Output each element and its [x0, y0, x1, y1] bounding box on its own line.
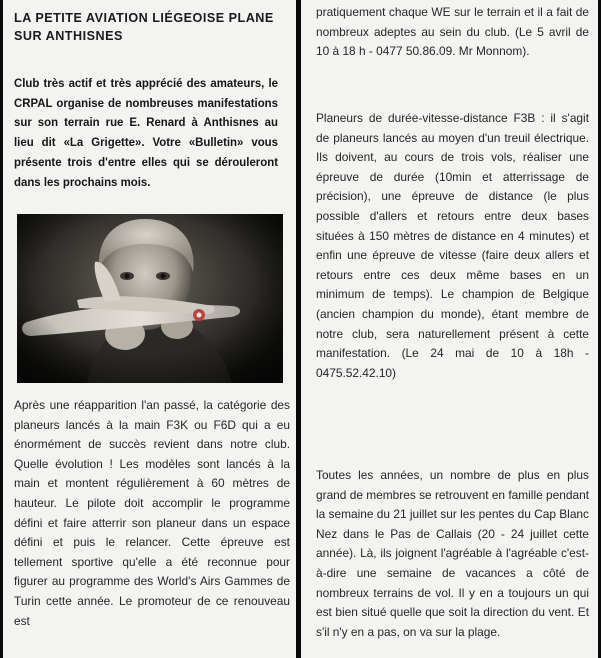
article-title: LA PETITE AVIATION LIÉGEOISE PLANE SUR ANTHISNES	[14, 11, 274, 43]
left-page	[3, 0, 296, 658]
article-lead: Club très actif et très apprécié des amateurs, le CRPAL organise de nombreuses manifestations sur son terrain rue E. Renard à Anthisnes au lieu dit «La Grigette». Votre «Bulletin» vous présente trois d'entre elles qui se dérouleront dans les prochains mois.	[14, 76, 278, 189]
f3k-paragraph: Après une réapparition l'an passé, la catégorie des planeurs lancés à la main F3K ou F6D qui a eu énormément de succès revient dans notre club. Quelle évolution ! Les modèles sont lancés à la main et montent régulièrement à 60 mètres de hauteur. Le pilote doit accomplir le programme défini et faire atterrir son planeur dans un espace défini et puis le relancer. Cette épreuve est tellement sportive qu'elle a été reconnue pour figurer au programme des World's Airs Gammes de Turin cette année. Le promoteur de ce renouveau est	[14, 398, 290, 628]
paragraph-continuation: pratiquement chaque WE sur le terrain et il a fait de nombreux adeptes au sein du club. (Le 5 avril de 10 à 18 h - 0477 50.86.09. Mr Monnom).	[316, 5, 589, 59]
boy-with-model-plane-photo	[17, 214, 283, 383]
right-page	[301, 0, 598, 658]
f3b-paragraph: Planeurs de durée-vitesse-distance F3B : il s'agit de planeurs lancés au moyen d'un treuil électrique. Ils doivent, au cours de trois vols, réaliser une épreuve de durée (10min et atterrissage de précision), une épreuve de distance (le plus possible d'allers et retours entre deux bases situées à 150 mètres de distance en 4 minutes) et enfin une épreuve de vitesse (faire deux allers et retours entre ces deux même bases en un minimum de temps). Le champion de Belgique (ancien champion du monde), étant membre de notre club, sera naturellement présent à cette manifestation. (Le 24 mai de 10 à 18h - 0475.52.42.10)	[316, 111, 589, 380]
cap-blanc-nez-paragraph: Toutes les années, un nombre de plus en plus grand de membres se retrouvent en famille pendant la semaine du 21 juillet sur les pentes du Cap Blanc Nez dans le Pas de Callais (20 - 24 juillet cette année). Là, ils joignent l'agréable à l'agréable c'est-à-dire une semaine de vacances a côté de nombreux terrains de vol. Il y en a toujours un qui est bien situé quelle que soit la direction du vent. Et s'il n'y en a pas, on va sur la plage.	[316, 468, 589, 639]
